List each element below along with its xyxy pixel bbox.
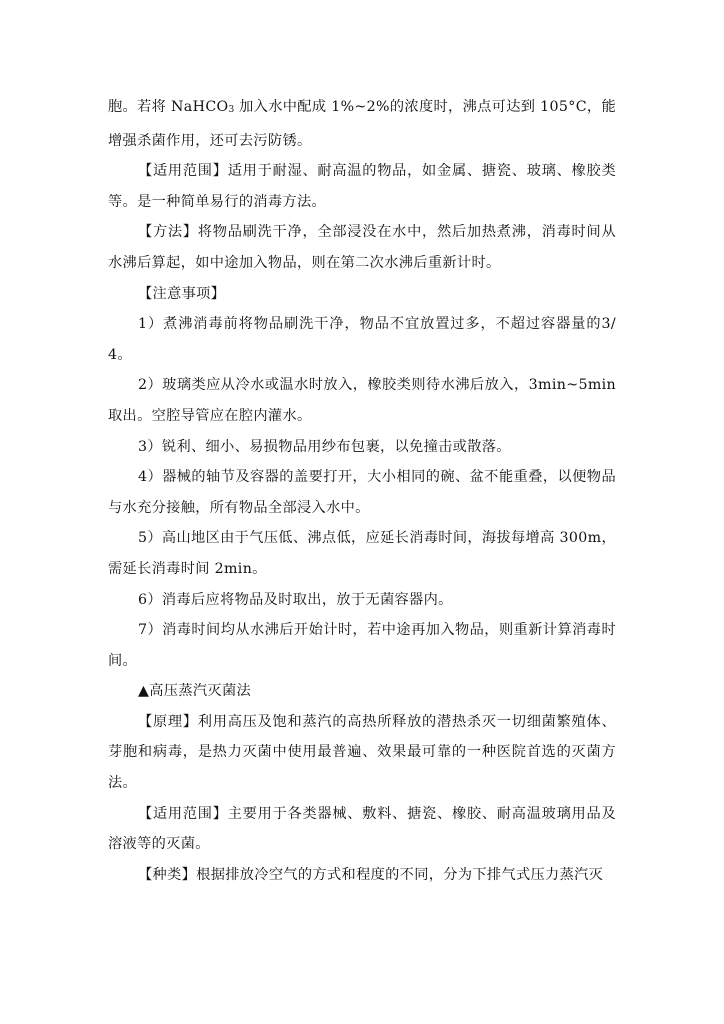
text-run: 1）煮沸消毒前将物品刷洗干净，物品不宜放置过多，不超过容器量的3/4。 <box>108 316 616 363</box>
paragraph-note-2 <box>108 370 616 431</box>
paragraph-note-7 <box>108 615 616 676</box>
subscript: 3 <box>228 105 235 115</box>
text-run: 3）锐利、细小、易损物品用纱布包裹，以免撞击或散落。 <box>138 438 511 455</box>
paragraph-note-6 <box>108 585 616 616</box>
paragraph-principle <box>108 707 616 799</box>
paragraph-notes-heading <box>108 279 616 310</box>
paragraph-scope-2 <box>108 799 616 860</box>
text-run: 7）消毒时间均从水沸后开始计时，若中途再加入物品，则重新计算消毒时间。 <box>108 622 616 669</box>
paragraph-section-steam <box>108 676 616 707</box>
text-run: 【适用范围】适用于耐湿、耐高温的物品，如金属、搪瓷、玻璃、橡胶类等。是一种简单易行的消毒方法。 <box>108 163 616 210</box>
paragraph-note-1 <box>108 309 616 370</box>
text-run: 胞。若将 NaHCO <box>108 99 229 115</box>
document-page <box>108 92 616 890</box>
paragraph-types <box>108 860 616 891</box>
paragraph-note-4 <box>108 462 616 523</box>
paragraph-scope-1 <box>108 156 616 217</box>
text-run: 2）玻璃类应从冷水或温水时放入，橡胶类则待水沸后放入，3min~5min 取出。空腔导管应在腔内灌水。 <box>108 377 616 424</box>
text-run: 【原理】利用高压及饱和蒸汽的高热所释放的潜热杀灭一切细菌繁殖体、芽胞和病毒，是热力灭菌中使用最普遍、效果最可靠的一种医院首选的灭菌方法。 <box>108 713 616 792</box>
text-run: 4）器械的轴节及容器的盖要打开，大小相同的碗、盆不能重叠，以便物品与水充分接触，所有物品全部浸入水中。 <box>108 469 616 516</box>
text-run: 【方法】将物品刷洗干净，全部浸没在水中，然后加热煮沸，消毒时间从水沸后算起，如中途加入物品，则在第二次水沸后重新计时。 <box>108 224 616 271</box>
text-run: 加入水中配成 1%~2%的浓度时，沸点可达到 105°C，能增强杀菌作用，还可去污防锈。 <box>108 99 617 149</box>
text-run: 【适用范围】主要用于各类器械、敷料、搪瓷、橡胶、耐高温玻璃用品及溶液等的灭菌。 <box>108 805 616 853</box>
paragraph-note-5 <box>108 523 616 584</box>
text-run: 6）消毒后应将物品及时取出，放于无菌容器内。 <box>138 591 453 608</box>
text-run: 5）高山地区由于气压低、沸点低，应延长消毒时间，海拔每增高 300m，需延长消毒时间 2min。 <box>108 530 616 577</box>
paragraph-intro <box>108 92 616 156</box>
text-run: 【种类】根据排放冷空气的方式和程度的不同，分为下排气式压力蒸汽灭 <box>138 866 604 883</box>
paragraph-note-3 <box>108 432 616 463</box>
text-run: 【注意事项】 <box>138 285 226 302</box>
text-run: ▲高压蒸汽灭菌法 <box>138 683 252 700</box>
paragraph-method <box>108 217 616 278</box>
